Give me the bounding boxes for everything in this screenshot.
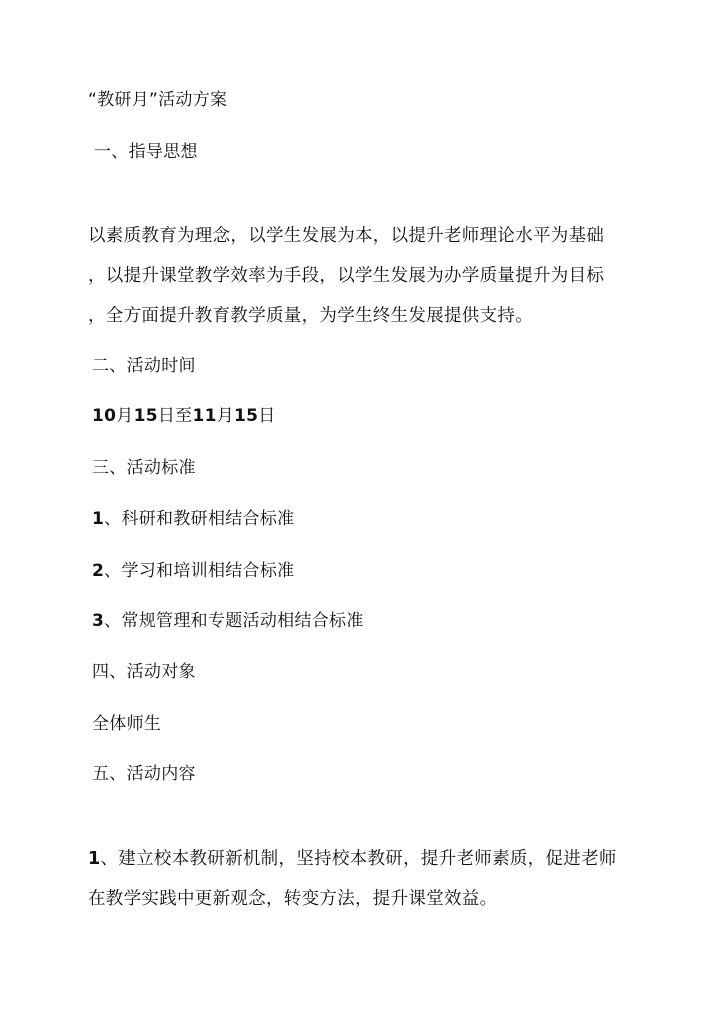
standard-number: 3 (92, 611, 105, 631)
end-day: 15 (234, 406, 259, 426)
section-heading-guiding-thought: 一、指导思想 (94, 142, 198, 162)
start-day: 15 (133, 406, 158, 426)
month-unit: 月 (216, 406, 235, 426)
activity-target-text: 全体师生 (92, 714, 162, 734)
standard-item (92, 507, 294, 531)
standard-text: 、常规管理和专题活动相结合标准 (104, 611, 364, 631)
content-item-line (88, 847, 617, 871)
activity-date-range (92, 404, 276, 428)
standard-text: 、科研和教研相结合标准 (104, 509, 295, 529)
day-unit: 日 (258, 406, 276, 426)
content-item-line: 在教学实践中更新观念，转变方法，提升课堂效益。 (88, 889, 498, 909)
content-text: 、建立校本教研新机制，坚持校本教研，提升老师素质，促进老师 (100, 849, 617, 869)
section-heading-activity-content: 五、活动内容 (92, 764, 196, 784)
day-to-unit: 日至 (157, 406, 193, 426)
section-heading-activity-target: 四、活动对象 (92, 662, 196, 682)
section-heading-activity-time: 二、活动时间 (92, 356, 196, 376)
paragraph-line: 以素质教育为理念，以学生发展为本，以提升老师理论水平为基础 (88, 226, 605, 246)
standard-text: 、学习和培训相结合标准 (104, 561, 295, 581)
content-number: 1 (88, 849, 101, 869)
document-title: “教研月”活动方案 (88, 90, 228, 110)
standard-item (92, 559, 294, 583)
standard-number: 1 (92, 509, 105, 529)
paragraph-line: ，全方面提升教育教学质量，为学生终生发展提供支持。 (88, 306, 533, 326)
end-month: 11 (192, 406, 217, 426)
standard-item (92, 609, 364, 633)
paragraph-line: ，以提升课堂教学效率为手段，以学生发展为办学质量提升为目标 (88, 266, 605, 286)
start-month: 10 (92, 406, 117, 426)
section-heading-activity-standards: 三、活动标准 (92, 458, 196, 478)
standard-number: 2 (92, 561, 105, 581)
month-unit: 月 (116, 406, 134, 426)
